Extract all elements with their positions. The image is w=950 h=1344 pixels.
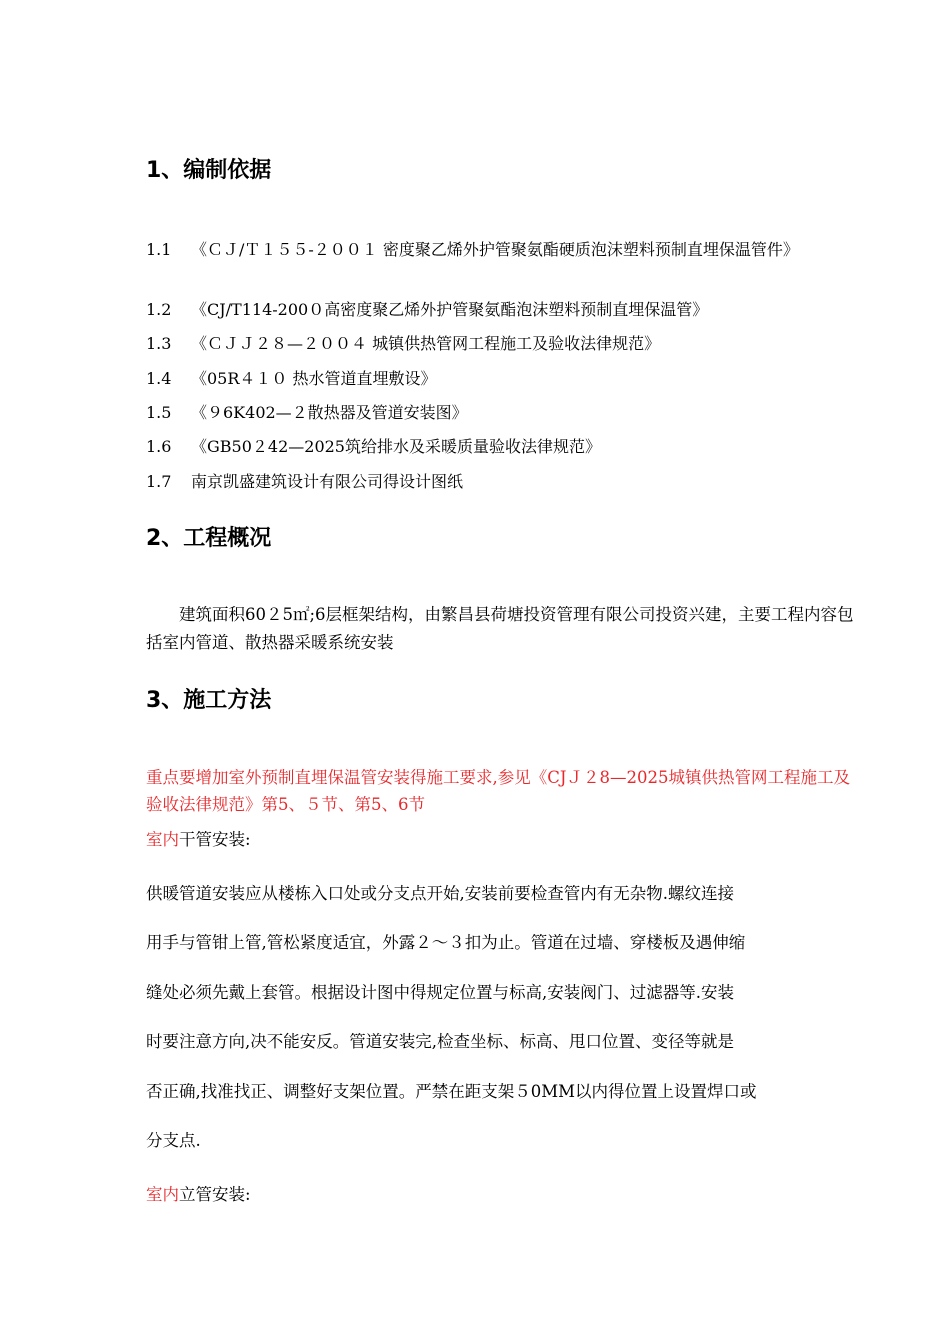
basis-item	[146, 298, 866, 322]
body-line: 缝处必须先戴上套管。根据设计图中得规定位置与标高,安装阀门、过滤器等.安装	[146, 983, 734, 1002]
basis-item-number: 1.5	[146, 403, 172, 422]
subheading-main-pipe	[146, 828, 251, 852]
body-line: 时要注意方向,决不能安反。管道安装完,检查坐标、标高、甩口位置、变径等就是	[146, 1032, 734, 1051]
basis-item-text: 《ＣＪ/Ｔ１５５-２００１ 密度聚乙烯外护管聚氨酯硬质泡沫塑料预制直埋保温管件》	[191, 240, 799, 259]
basis-item-number: 1.2	[146, 300, 172, 319]
overview-paragraph: 建筑面积60２5㎡;6层框架结构，由繁昌县荷塘投资管理有限公司投资兴建，主要工程内容包括室内管道、散热器采暖系统安装	[146, 605, 854, 652]
subheading-riser-pipe	[146, 1183, 251, 1207]
subheading-highlight: 室内	[146, 1185, 179, 1204]
basis-item	[146, 367, 866, 391]
basis-item-number: 1.1	[146, 240, 172, 259]
section-heading-method: 3、施工方法	[146, 688, 272, 713]
subheading-text: 立管安装:	[179, 1185, 251, 1204]
basis-item-number: 1.4	[146, 369, 172, 388]
basis-item-text: 《GB50２42—2025筑给排水及采暖质量验收法律规范》	[191, 437, 601, 456]
basis-item	[146, 332, 866, 356]
method-note: 重点要增加室外预制直埋保温管安装得施工要求,参见《CJＪ２8—2025城镇供热管网工程施工及验收法律规范》第5、５节、第5、6节	[146, 768, 850, 814]
basis-item-text: 《CJ/T114-200０高密度聚乙烯外护管聚氨酯泡沫塑料预制直埋保温管》	[191, 300, 709, 319]
basis-item	[146, 238, 866, 262]
basis-item-number: 1.7	[146, 472, 172, 491]
basis-item	[146, 435, 866, 459]
subheading-highlight: 室内	[146, 830, 179, 849]
basis-item-number: 1.3	[146, 334, 172, 353]
basis-item-number: 1.6	[146, 437, 172, 456]
section-heading-overview: 2、工程概况	[146, 526, 272, 551]
basis-item-text: 《９6K402—２散热器及管道安装图》	[191, 403, 468, 422]
body-line: 用手与管钳上管,管松紧度适宜，外露２～３扣为止。管道在过墙、穿楼板及遇伸缩	[146, 933, 746, 952]
basis-item-text: 《05R４１０ 热水管道直埋敷设》	[191, 369, 437, 388]
basis-item	[146, 470, 866, 494]
section-heading-basis: 1、编制依据	[146, 158, 272, 183]
body-line: 否正确,找准找正、调整好支架位置。严禁在距支架５0MM以内得位置上设置焊口或	[146, 1082, 757, 1101]
basis-item-text: 《ＣＪＪ２８—２００４ 城镇供热管网工程施工及验收法律规范》	[191, 334, 661, 353]
body-line: 分支点.	[146, 1131, 201, 1150]
basis-item	[146, 401, 866, 425]
basis-item-text: 南京凯盛建筑设计有限公司得设计图纸	[191, 472, 464, 491]
body-line: 供暖管道安装应从楼栋入口处或分支点开始,安装前要检查管内有无杂物.螺纹连接	[146, 884, 734, 903]
subheading-text: 干管安装:	[179, 830, 251, 849]
